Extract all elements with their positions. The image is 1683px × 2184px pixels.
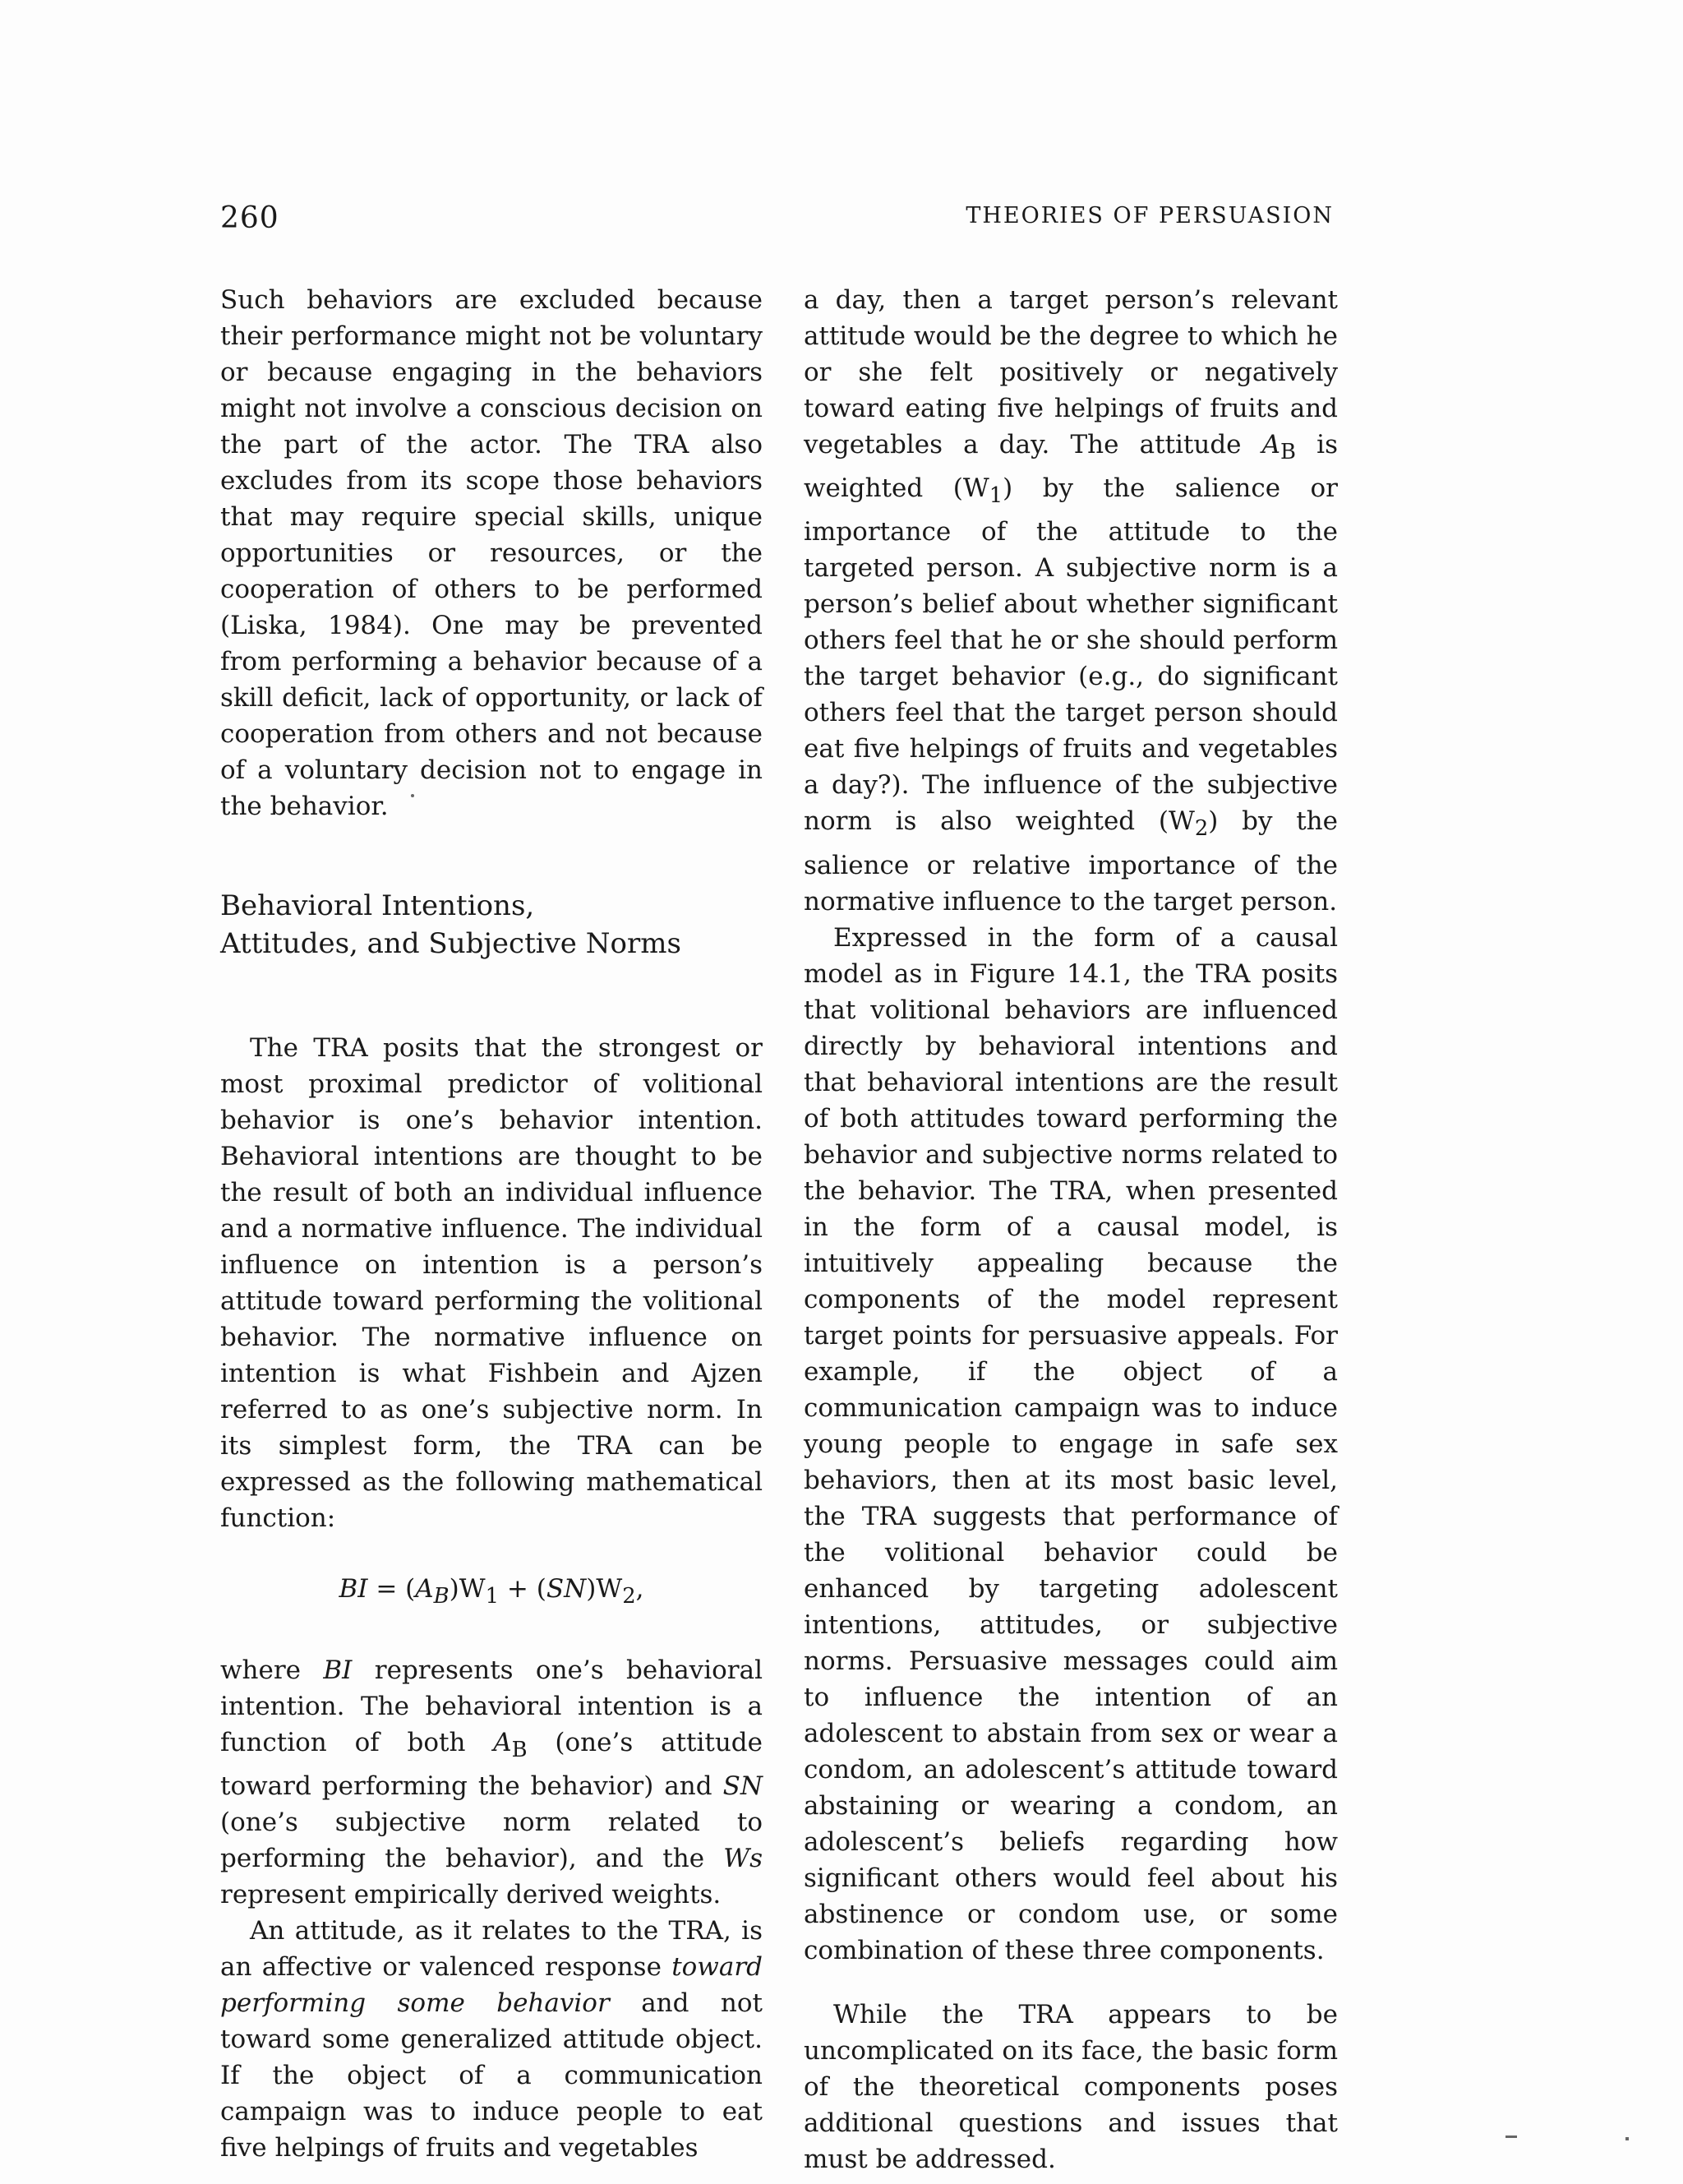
tra-equation: BI = $(A_B)W_1 + (SN)W_2$,: [339, 1574, 644, 1609]
left-column: [220, 282, 763, 2166]
section-heading-line-2: Attitudes, and Subjective Norms: [220, 927, 681, 960]
scan-speck: [411, 794, 414, 797]
page-header: [220, 201, 1334, 242]
section-heading-line-1: Behavioral Intentions,: [220, 889, 535, 922]
right-column: [804, 282, 1338, 2177]
right-paragraph-1: a day, then a target person’s relevant attitude would be the degree to which he or she felt positively or negatively toward eating five helpings of fruits and vegetables a day. The attitude $A_B$ is weighted $(W_1)$ by the salience or importance of the attitude to the targeted person. A subjective norm is a person’s belief about whether significant others feel that he or she should perform the target behavior (e.g., do significant others feel that the target person should eat five helpings of fruits and vegetables a day?). The influence of the subjective norm is also weighted $(W_2)$ by the salience or relative importance of the normative influence to the target person.: [804, 285, 1338, 917]
running-head: THEORIES OF PERSUASION: [966, 203, 1334, 229]
left-paragraph-1: Such behaviors are excluded because their performance might not be voluntary or because engaging in the behaviors might not involve a conscious decision on the part of the actor. The TRA also excludes from its scope those behaviors that may require special skills, unique opportunities or resources, or the cooperation of others to be performed (Liska, 1984). One may be prevented from performing a behavior because of a skill deficit, lack of opportunity, or lack of cooperation from others and not because of a voluntary decision not to engage in the behavior.: [220, 285, 763, 821]
paragraph-gap: [804, 1969, 1338, 1997]
right-paragraph-3: While the TRA appears to be uncomplicated on its face, the basic form of the theoretical components poses additional questions and issues that must be addressed.: [804, 1999, 1338, 2174]
right-paragraph-2: Expressed in the form of a causal model as in Figure 14.1, the TRA posits that volitional behaviors are influenced directly by behavioral intentions and that behavioral intentions are the result of both attitudes toward performing the behavior and subjective norms related to the behavior. The TRA, when presented in the form of a causal model, is intuitively appealing because the components of the model represent target points for persuasive appeals. For example, if the object of a communication campaign was to induce young people to engage in safe sex behaviors, then at its most basic level, the TRA suggests that performance of the volitional behavior could be enhanced by targeting adolescent intentions, attitudes, or subjective norms. Persuasive messages could aim to influence the intention of an adolescent to abstain from sex or wear a condom, an adolescent’s attitude toward abstaining or wearing a condom, an adolescent’s beliefs regarding how significant others would feel about his abstinence or condom use, or some combination of these three components.: [804, 922, 1338, 1965]
section-heading: [220, 887, 763, 963]
left-paragraph-3: where BI represents one’s behavioral intention. The behavioral intention is a function of both $A_B$ (one’s attitude toward performing the behavior) and SN (one’s subjective norm related to performing the behavior), and the Ws represent empirically derived weights.: [220, 1655, 763, 1910]
page-number: 260: [220, 201, 279, 235]
left-paragraph-4: An attitude, as it relates to the TRA, is an affective or valenced response toward performing some behavior and not toward some generalized attitude object. If the object of a communication campaign was to induce people to eat five helpings of fruits and vegetables: [220, 1916, 763, 2163]
left-paragraph-2: The TRA posits that the strongest or most proximal predictor of volitional behavior is one’s behavior intention. Behavioral intentions are thought to be the result of both an individual influence and a normative influence. The individual influence on intention is a person’s attitude toward performing the volitional behavior. The normative influence on intention is what Fishbein and Ajzen referred to as one’s subjective norm. In its simplest form, the TRA can be expressed as the following mathematical function:: [220, 1033, 763, 1533]
scan-speck: [1505, 2136, 1517, 2138]
scan-speck: [1625, 2137, 1629, 2140]
